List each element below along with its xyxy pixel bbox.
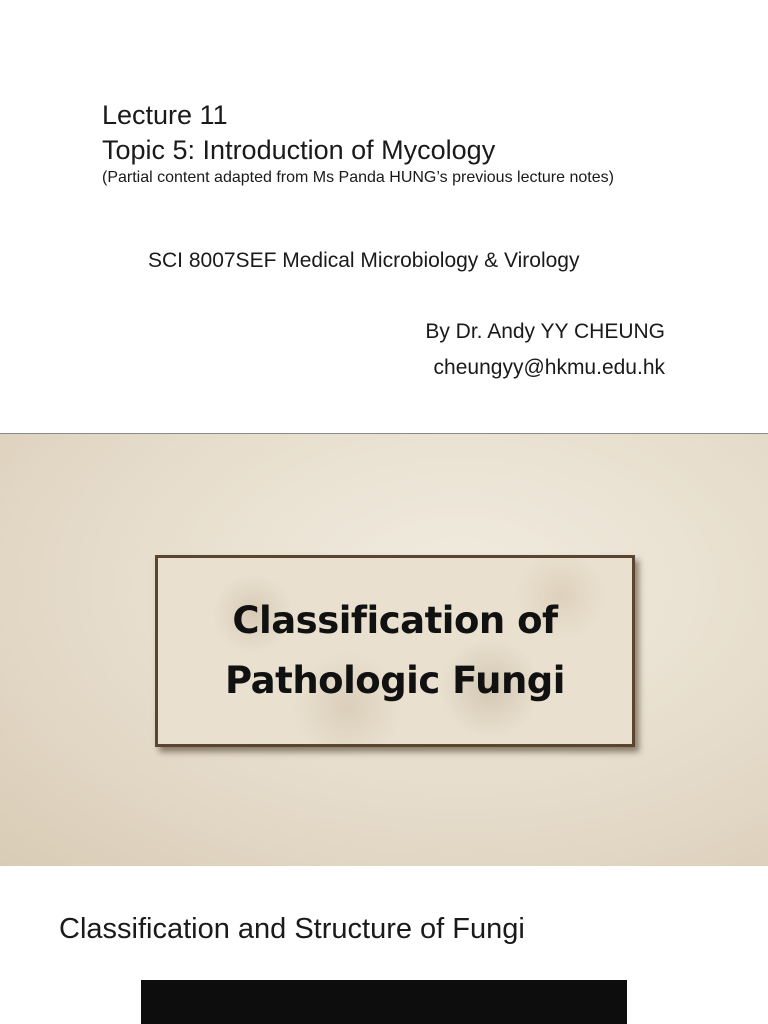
section-slide <box>0 434 768 866</box>
section-title-line2: Pathologic Fungi <box>225 659 565 702</box>
image-panel <box>141 980 627 1024</box>
lecture-topic: Topic 5: Introduction of Mycology <box>102 135 496 165</box>
section-title-line1: Classification of <box>232 599 558 642</box>
author-email: cheungyy@hkmu.edu.hk <box>433 356 665 379</box>
section-title-box <box>155 555 635 747</box>
lecture-number: Lecture 11 <box>102 100 228 130</box>
course-title: SCI 8007SEF Medical Microbiology & Virology <box>148 249 580 272</box>
content-slide-heading: Classification and Structure of Fungi <box>59 913 525 945</box>
author-name: By Dr. Andy YY CHEUNG <box>425 320 665 343</box>
adaptation-note: (Partial content adapted from Ms Panda HUNG’s previous lecture notes) <box>102 169 614 186</box>
title-slide <box>0 0 768 433</box>
content-slide <box>0 866 768 1024</box>
